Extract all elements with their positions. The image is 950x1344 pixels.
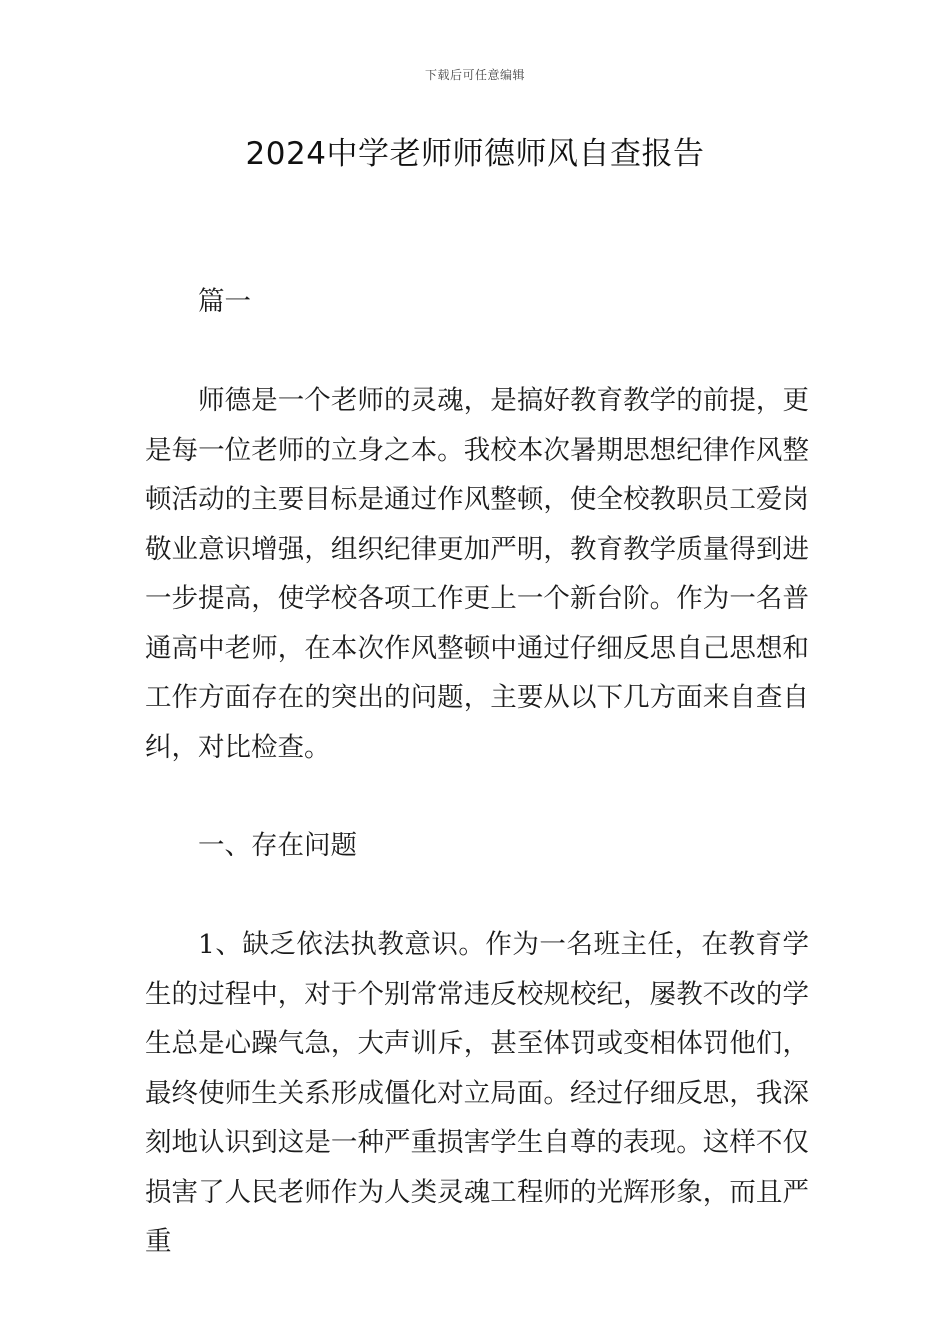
section-heading-problems: 一、存在问题 bbox=[198, 830, 357, 861]
part-label: 篇一 bbox=[198, 286, 251, 317]
header-note: 下载后可任意编辑 bbox=[424, 68, 525, 82]
document-title: 2024中学老师师德师风自查报告 bbox=[245, 136, 705, 172]
item1-paragraph: 1、缺乏依法执教意识。作为一名班主任，在教育学生的过程中，对于个别常常违反校规校纪，屡教不改的学生总是心躁气急，大声训斥，甚至体罚或变相体罚他们，最终使师生关系形成僵化对立局面。经过仔细反思，我深刻地认识到这是一种严重损害学生自尊的表现。这样不仅损害了人民老师作为人类灵魂工程师的光辉形象，而且严重 bbox=[145, 929, 809, 1257]
intro-paragraph: 师德是一个老师的灵魂，是搞好教育教学的前提，更是每一位老师的立身之本。我校本次暑期思想纪律作风整顿活动的主要目标是通过作风整顿，使全校教职员工爱岗敬业意识增强，组织纪律更加严明，教育教学质量得到进一步提高，使学校各项工作更上一个新台阶。作为一名普通高中老师，在本次作风整顿中通过仔细反思自己思想和工作方面存在的突出的问题，主要从以下几方面来自查自纠，对比检查。 bbox=[145, 385, 809, 763]
